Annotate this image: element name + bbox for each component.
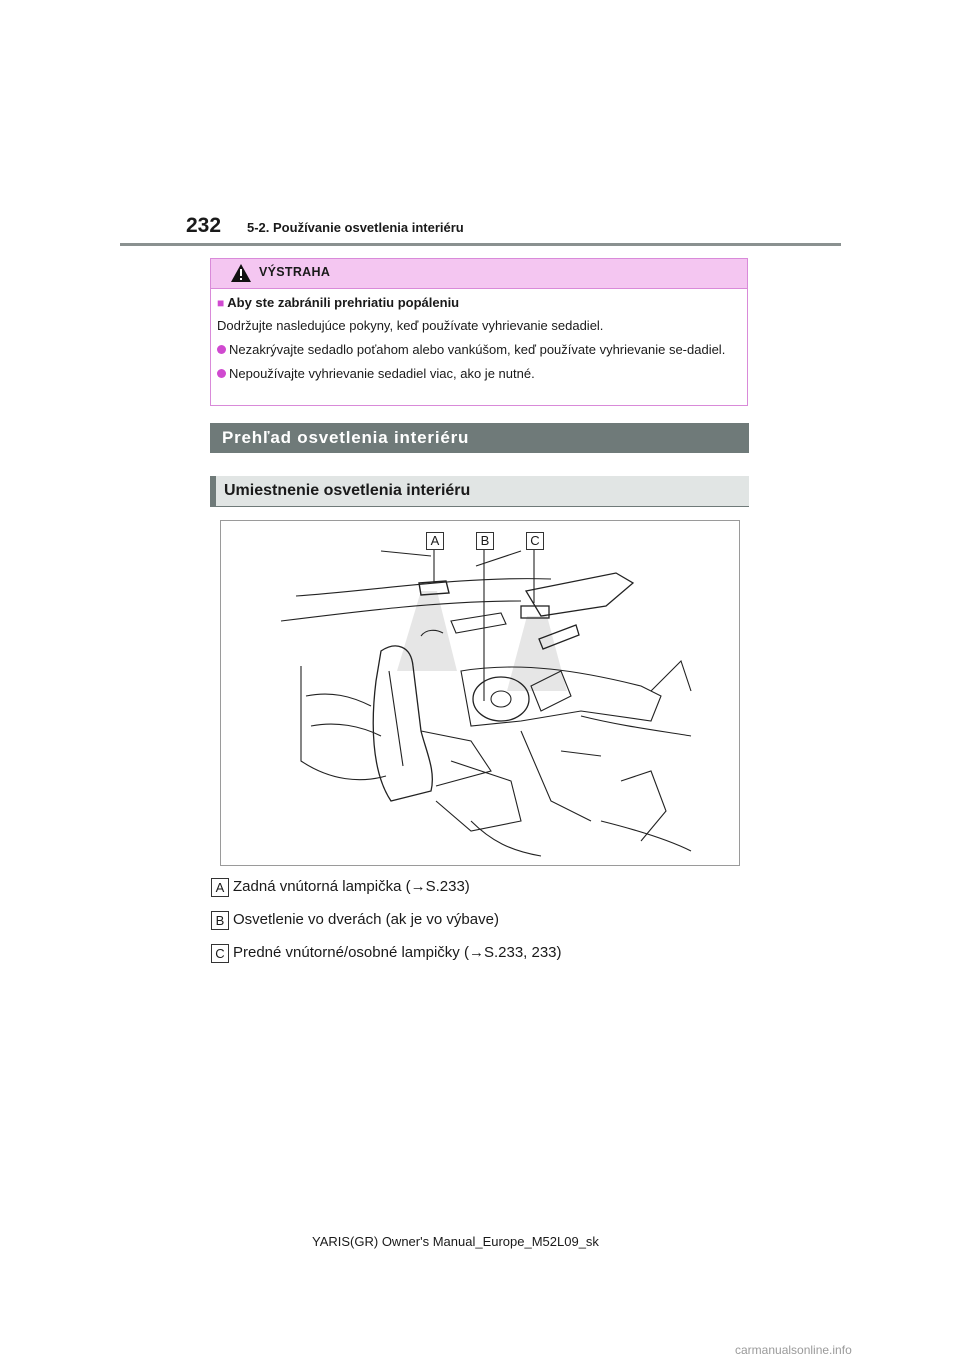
section-title-band xyxy=(210,423,749,453)
legend-text: Zadná vnútorná lampička (→S.233) xyxy=(233,878,470,895)
warning-heading: ■ Aby ste zabránili prehriatiu popáleniu xyxy=(217,295,460,310)
legend-key: C xyxy=(211,944,229,963)
warning-bullet: Nezakrývajte sedadlo poťahom alebo vankúšom, keď používate vyhrievanie se-dadiel. xyxy=(217,342,741,358)
legend-key: B xyxy=(211,911,229,930)
section-reference: 5-2. Používanie osvetlenia interiéru xyxy=(247,220,464,235)
subsection-title: Umiestnenie osvetlenia interiéru xyxy=(224,482,471,499)
subsection-title-band xyxy=(210,476,749,507)
section-title: Prehľad osvetlenia interiéru xyxy=(222,428,470,447)
callout-b: B xyxy=(476,532,494,550)
warning-label: VÝSTRAHA xyxy=(259,265,331,279)
interior-lights-illustration xyxy=(220,520,740,866)
subsection-accent-bar xyxy=(210,476,216,507)
square-bullet-icon: ■ xyxy=(217,296,225,310)
page-number: 232 xyxy=(186,214,222,237)
warning-body xyxy=(211,289,747,382)
legend-key: A xyxy=(211,878,229,897)
car-interior-drawing xyxy=(221,521,739,865)
bullet-dot-icon xyxy=(217,345,226,354)
callout-a: A xyxy=(426,532,444,550)
footer-manual-id: YARIS(GR) Owner's Manual_Europe_M52L09_sk xyxy=(312,1234,599,1249)
callout-c: C xyxy=(526,532,544,550)
legend-text: Predné vnútorné/osobné lampičky (→S.233, 233) xyxy=(233,944,562,961)
warning-triangle-icon xyxy=(230,263,252,283)
bullet-dot-icon xyxy=(217,369,226,378)
warning-box xyxy=(210,258,748,406)
header-rule xyxy=(120,243,841,246)
warning-bullet: Nepoužívajte vyhrievanie sedadiel viac, ako je nutné. xyxy=(217,366,741,382)
warning-intro: Dodržujte nasledujúce pokyny, keď používate vyhrievanie sedadiel. xyxy=(217,318,604,333)
legend-text: Osvetlenie vo dverách (ak je vo výbave) xyxy=(233,911,499,928)
warning-header xyxy=(211,259,747,289)
watermark: carmanualsonline.info xyxy=(735,1343,852,1357)
